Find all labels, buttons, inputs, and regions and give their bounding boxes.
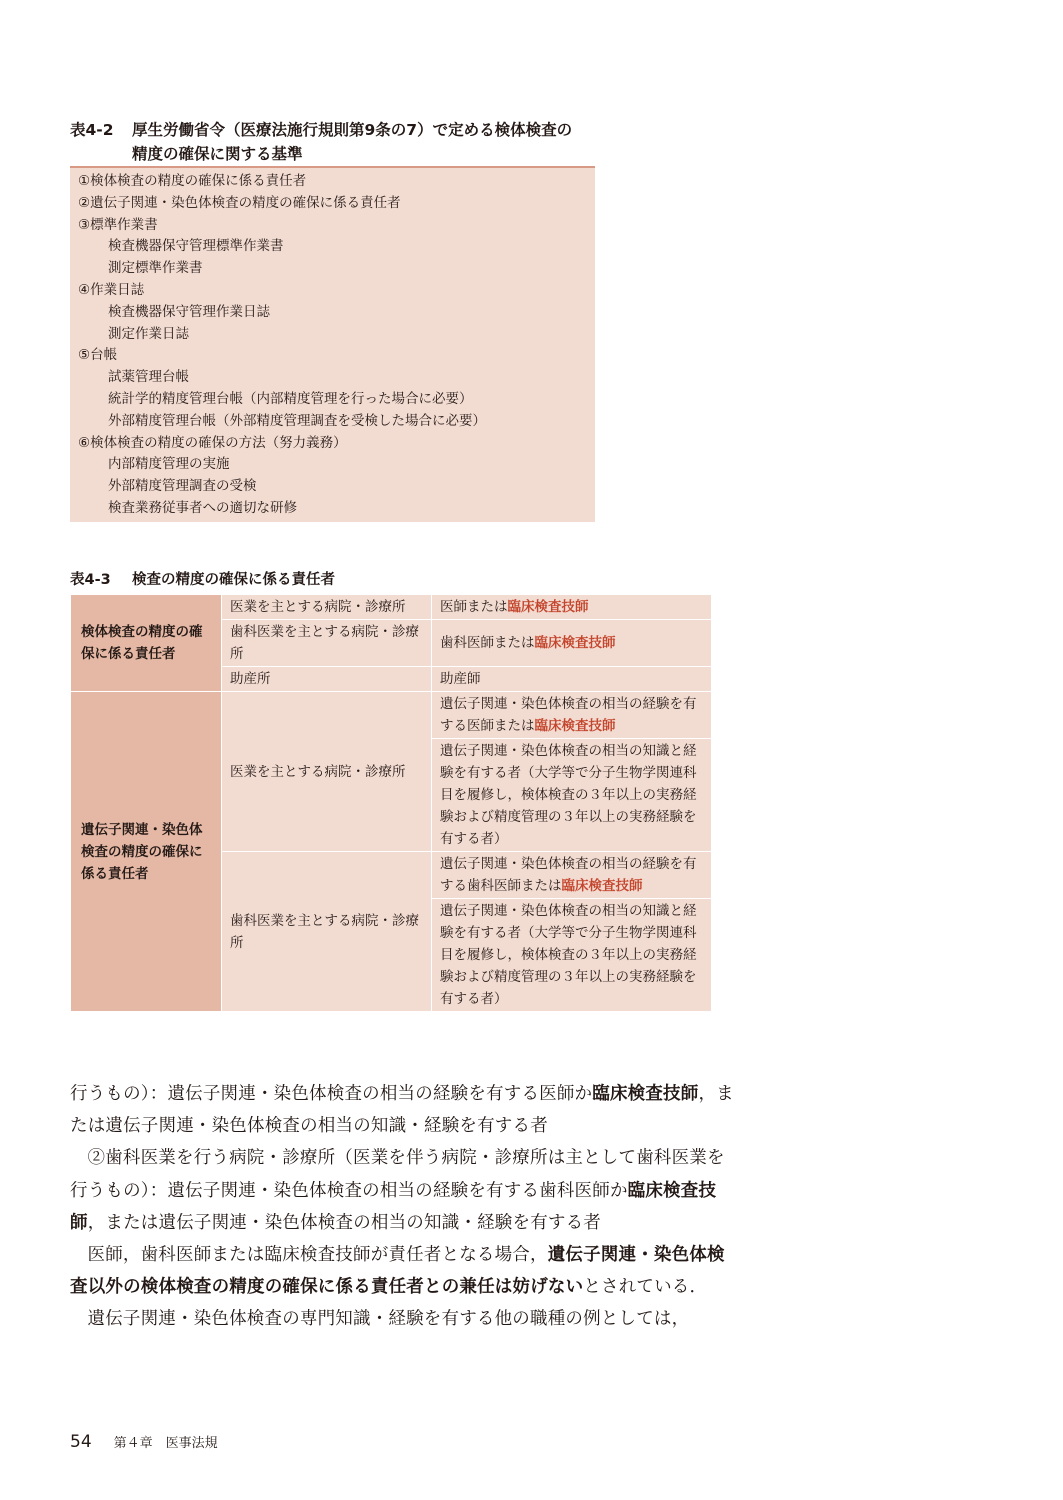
table-4-3-title: 検査の精度の確保に係る責任者	[132, 572, 335, 588]
list-item: ⑤台帳	[78, 347, 118, 364]
text-run: ②歯科医業を行う病院・診療所（医業を伴う病院・診療所は主として歯科医業を行うもの）：遺伝子関連・染色体検査の相当の経験を有する歯科医師か	[70, 1148, 725, 1201]
table-4-2-number: 表4-2	[70, 121, 114, 139]
table-4-3	[70, 594, 712, 1012]
person-cell	[432, 692, 712, 739]
chapter-label: 第４章 医事法規	[113, 1436, 218, 1451]
body-text	[70, 1078, 740, 1336]
table-4-2-title-line1: 厚生労働省令（医療法施行規則第9条の7）で定める検体検査の	[132, 121, 573, 139]
text-run: とされている．	[583, 1277, 708, 1298]
list-item: 試薬管理台帳	[108, 369, 189, 386]
person-text: 歯科医師または	[440, 635, 535, 651]
list-item: ①検体検査の精度の確保に係る責任者	[78, 173, 307, 189]
list-item: 統計学的精度管理台帳（内部精度管理を行った場合に必要）	[108, 390, 473, 407]
list-item: 外部精度管理調査の受検	[108, 478, 257, 495]
table-4-2-title-line2: 精度の確保に関する基準	[132, 145, 303, 163]
list-item: 検査業務従事者への適切な研修	[108, 499, 297, 516]
table-4-2-caption	[70, 118, 610, 166]
bold-term: 臨床検査技師	[70, 1180, 717, 1233]
table-row	[71, 595, 712, 620]
facility-cell: 歯科医業を主とする病院・診療所	[222, 620, 432, 667]
group-head-genetic: 遺伝子関連・染色体検査の精度の確保に係る責任者	[71, 692, 222, 1012]
list-item: ③標準作業書	[78, 216, 158, 233]
paragraph: 遺伝子関連・染色体検査の専門知識・経験を有する他の職種の例としては，	[87, 1309, 690, 1330]
text-run: ，または遺伝子関連・染色体検査の相当の知識・経験を有する者	[87, 1212, 602, 1233]
table-row	[71, 692, 712, 739]
text-run: 医師，歯科医師または臨床検査技師が責任者となる場合，	[87, 1245, 548, 1266]
page-number: 54	[70, 1432, 92, 1452]
list-item: 測定作業日誌	[108, 325, 189, 342]
paragraph	[70, 1239, 740, 1303]
person-cell: 助産師	[432, 667, 712, 692]
person-cell	[432, 595, 712, 620]
text-run: 行うもの）：遺伝子関連・染色体検査の相当の経験を有する医師か	[70, 1084, 593, 1104]
person-cell	[432, 620, 712, 667]
facility-cell: 助産所	[222, 667, 432, 692]
table-4-3-caption	[70, 568, 335, 589]
person-cell	[432, 852, 712, 899]
person-text: 医師または	[440, 599, 508, 615]
text-run: ，または遺伝子関連・染色体検査の相当の知識・経験を有する者	[70, 1084, 734, 1137]
page-footer	[70, 1432, 218, 1452]
list-item: 測定標準作業書	[108, 260, 203, 277]
bold-term: 臨床検査技師	[592, 1084, 699, 1104]
list-item: 検査機器保守管理標準作業書	[108, 238, 284, 255]
paragraph	[70, 1142, 740, 1239]
highlight-text: 臨床検査技師	[534, 635, 616, 651]
list-item: 検査機器保守管理作業日誌	[108, 303, 270, 320]
facility-cell: 医業を主とする病院・診療所	[222, 692, 432, 852]
list-item: 内部精度管理の実施	[108, 456, 230, 473]
highlight-text: 臨床検査技師	[507, 599, 589, 615]
person-text: 遺伝子関連・染色体検査の相当の経験を有する歯科医師または	[440, 856, 697, 894]
highlight-text: 臨床検査技師	[561, 878, 643, 894]
facility-cell: 歯科医業を主とする病院・診療所	[222, 852, 432, 1012]
paragraph	[70, 1078, 740, 1142]
highlight-text: 臨床検査技師	[534, 718, 616, 734]
facility-cell: 医業を主とする病院・診療所	[222, 595, 432, 620]
list-item: ②遺伝子関連・染色体検査の精度の確保に係る責任者	[78, 194, 401, 211]
list-item: ④作業日誌	[78, 281, 145, 298]
person-cell: 遺伝子関連・染色体検査の相当の知識と経験を有する者（大学等で分子生物学関連科目を履修し，検体検査の３年以上の実務経験および精度管理の３年以上の実務経験を有する者）	[432, 739, 712, 852]
list-item: ⑥検体検査の精度の確保の方法（努力義務）	[78, 434, 347, 451]
bold-term: 遺伝子関連・染色体検査以外の検体検査の精度の確保に係る責任者との兼任は妨げない	[70, 1245, 725, 1298]
person-cell: 遺伝子関連・染色体検査の相当の知識と経験を有する者（大学等で分子生物学関連科目を履修し，検体検査の３年以上の実務経験および精度管理の３年以上の実務経験を有する者）	[432, 899, 712, 1012]
list-item: 外部精度管理台帳（外部精度管理調査を受検した場合に必要）	[108, 412, 486, 429]
group-head-specimen: 検体検査の精度の確保に係る責任者	[71, 595, 222, 692]
person-text: 遺伝子関連・染色体検査の相当の経験を有する医師または	[440, 696, 697, 734]
table-4-2-box	[70, 166, 595, 522]
table-4-3-number: 表4-3	[70, 572, 111, 588]
